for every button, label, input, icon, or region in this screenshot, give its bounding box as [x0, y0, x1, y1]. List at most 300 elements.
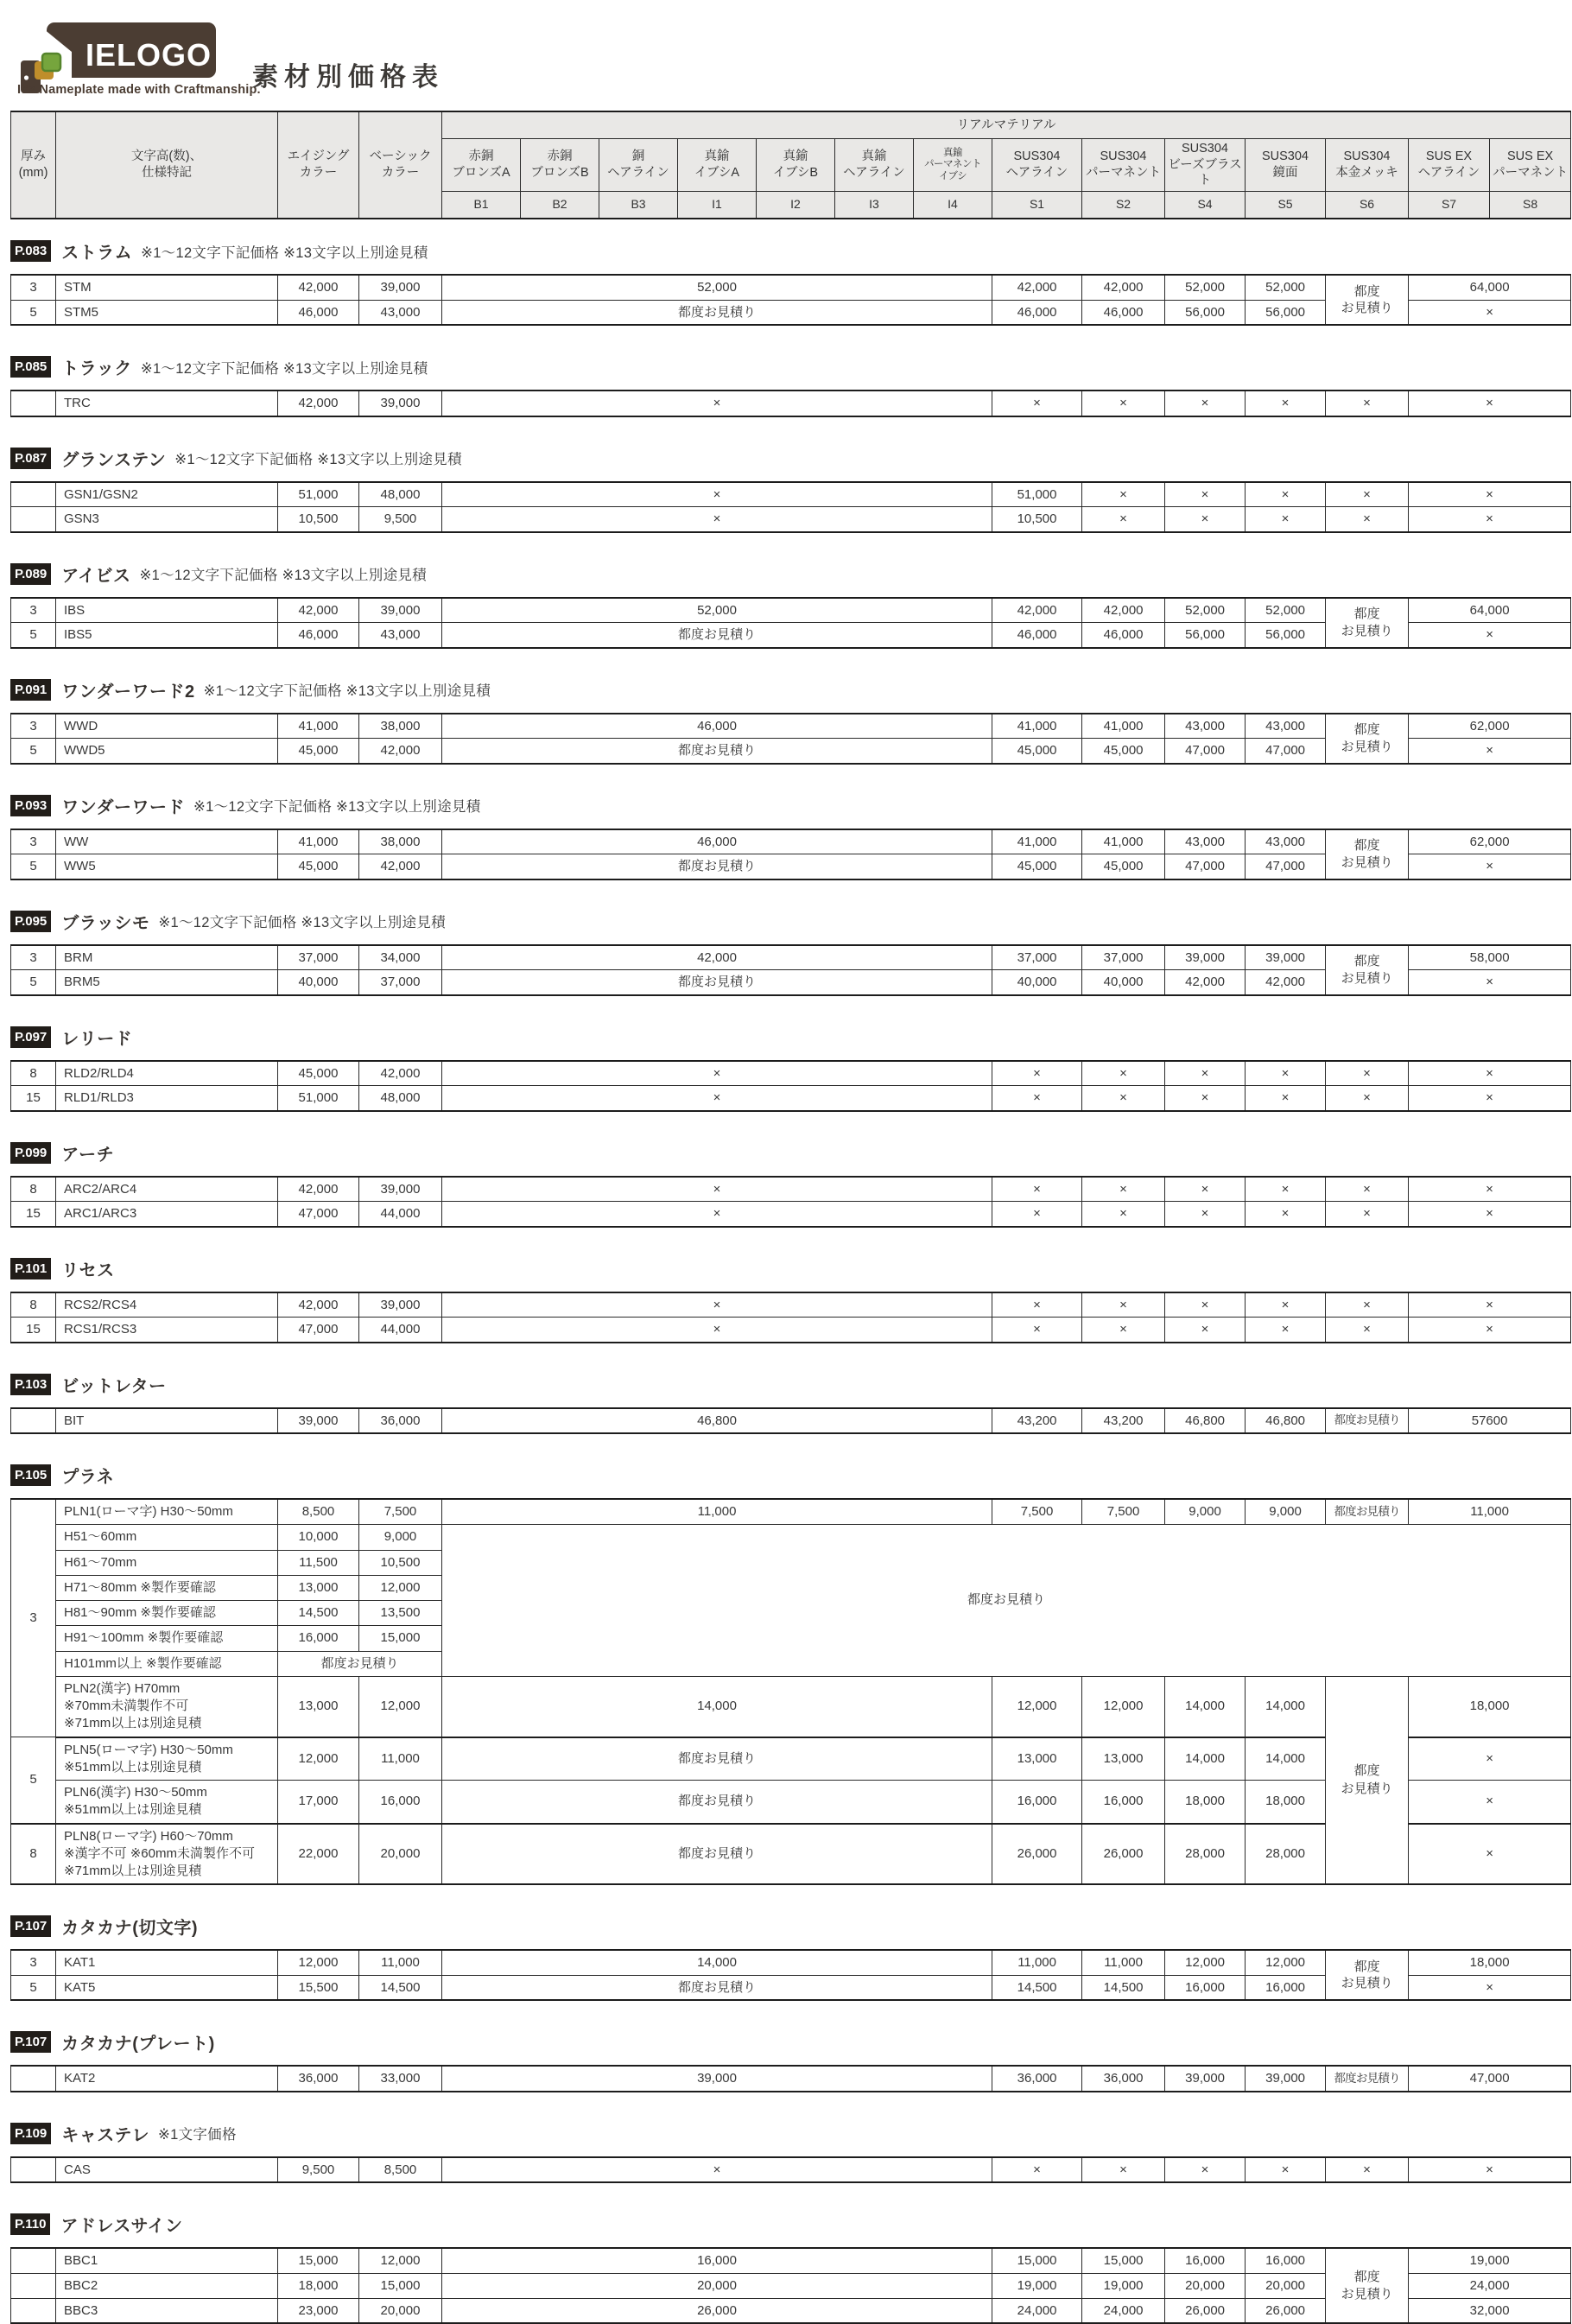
- price-cell: 12,000: [1082, 1676, 1165, 1737]
- price-cell: ×: [1409, 1292, 1571, 1318]
- price-cell: ×: [1246, 1292, 1326, 1318]
- price-cell: RCS2/RCS4: [56, 1292, 278, 1318]
- price-cell: ×: [1326, 1086, 1409, 1111]
- section-header: [10, 1463, 1562, 1488]
- price-cell: 15: [11, 1202, 56, 1227]
- material-code-I4: I4: [914, 192, 992, 219]
- price-cell: 26,000: [1082, 1824, 1165, 1885]
- price-cell: KAT5: [56, 1975, 278, 2000]
- price-cell: 11,000: [359, 1737, 442, 1781]
- price-section: [10, 354, 1562, 417]
- section-page-label: P.093: [10, 795, 51, 816]
- section-price-table: [10, 2156, 1571, 2184]
- price-cell: ×: [1165, 1177, 1246, 1202]
- price-section: [10, 1025, 1562, 1112]
- price-cell: PLN5(ローマ字) H30～50mm ※51mm以上は別途見積: [56, 1737, 278, 1781]
- page-header: [10, 0, 1562, 111]
- price-cell: 5: [11, 970, 56, 995]
- price-cell: ×: [1326, 1292, 1409, 1318]
- price-cell: 42,000: [359, 1061, 442, 1086]
- price-cell: 都度お見積り: [442, 970, 992, 995]
- section-price-table: [10, 597, 1571, 649]
- price-cell: 45,000: [1082, 854, 1165, 879]
- price-cell: 都度お見積り: [1326, 1408, 1409, 1434]
- price-cell: 64,000: [1409, 275, 1571, 300]
- section-page-label: P.110: [10, 2213, 50, 2235]
- section-title: ビットレター: [61, 1376, 167, 1396]
- price-cell: 9,500: [359, 507, 442, 532]
- section-title: アドレスサイン: [60, 2217, 183, 2237]
- col-header-aging: エイジング カラー: [278, 111, 359, 219]
- price-cell: 51,000: [278, 1086, 359, 1111]
- price-cell: WW: [56, 829, 278, 854]
- price-cell: ×: [1326, 1177, 1409, 1202]
- price-cell: 19,000: [1082, 2273, 1165, 2298]
- price-cell: ×: [992, 1086, 1082, 1111]
- section-title: ワンダーワード2: [61, 682, 195, 702]
- price-cell: 15,000: [359, 2273, 442, 2298]
- section-price-table: [10, 390, 1571, 417]
- price-cell: 11,000: [992, 1950, 1082, 1975]
- price-cell: 20,000: [442, 2273, 992, 2298]
- price-cell: 39,000: [359, 275, 442, 300]
- price-cell: KAT1: [56, 1950, 278, 1975]
- price-cell: ×: [1409, 1975, 1571, 2000]
- price-cell: 46,000: [442, 829, 992, 854]
- price-section: [10, 909, 1562, 996]
- price-cell: 47,000: [278, 1202, 359, 1227]
- price-cell: 24,000: [992, 2298, 1082, 2323]
- section-price-table: [10, 829, 1571, 880]
- price-cell: 51,000: [992, 482, 1082, 507]
- price-cell: 56,000: [1165, 623, 1246, 648]
- price-cell: 3: [11, 945, 56, 970]
- price-cell: 56,000: [1165, 300, 1246, 325]
- price-cell: 62,000: [1409, 829, 1571, 854]
- section-note: ※1～12文字下記価格 ※13文字以上別途見積: [139, 568, 427, 583]
- price-cell: 10,000: [278, 1525, 359, 1550]
- price-cell: 62,000: [1409, 714, 1571, 739]
- price-cell: 8: [11, 1292, 56, 1318]
- table-row: [11, 1408, 1571, 1434]
- price-cell: 41,000: [278, 714, 359, 739]
- price-cell: 42,000: [992, 598, 1082, 623]
- price-cell: 36,000: [359, 1408, 442, 1434]
- price-cell: ×: [1082, 1318, 1165, 1343]
- price-cell: 都度お見積り: [442, 1781, 992, 1824]
- section-price-table: [10, 481, 1571, 533]
- table-row: [11, 714, 1571, 739]
- price-cell: BBC3: [56, 2298, 278, 2323]
- section-price-table: [10, 1949, 1571, 2001]
- price-cell: ×: [1326, 1318, 1409, 1343]
- price-cell: ×: [442, 482, 992, 507]
- price-cell: 47,000: [1409, 2066, 1571, 2092]
- material-code-S2: S2: [1082, 192, 1165, 219]
- price-cell: 42,000: [1165, 970, 1246, 995]
- price-cell: 15: [11, 1318, 56, 1343]
- price-cell: 52,000: [1165, 598, 1246, 623]
- price-cell: 46,800: [442, 1408, 992, 1434]
- price-cell: 都度お見積り: [1326, 1499, 1409, 1525]
- section-title: レリード: [61, 1029, 133, 1049]
- price-cell: H51～60mm: [56, 1525, 278, 1550]
- price-cell: RCS1/RCS3: [56, 1318, 278, 1343]
- price-section: [10, 1140, 1562, 1228]
- price-cell: [11, 2248, 56, 2273]
- price-section: [10, 2121, 1562, 2184]
- price-cell: [11, 2273, 56, 2298]
- price-cell: ×: [1409, 623, 1571, 648]
- section-title: アーチ: [61, 1145, 115, 1165]
- material-code-I1: I1: [678, 192, 757, 219]
- section-page-label: P.083: [10, 240, 51, 262]
- price-cell: 43,000: [1246, 829, 1326, 854]
- table-row: [11, 275, 1571, 300]
- price-cell: 39,000: [359, 598, 442, 623]
- price-cell: PLN1(ローマ字) H30～50mm: [56, 1499, 278, 1525]
- price-cell: ×: [1409, 1737, 1571, 1781]
- price-cell: 43,000: [1165, 829, 1246, 854]
- price-cell: 26,000: [1246, 2298, 1326, 2323]
- table-row: [11, 2157, 1571, 2183]
- price-cell: 40,000: [1082, 970, 1165, 995]
- price-cell: 28,000: [1165, 1824, 1246, 1885]
- price-cell: 12,000: [359, 1676, 442, 1737]
- price-cell: ×: [1246, 482, 1326, 507]
- price-cell: 46,000: [278, 623, 359, 648]
- table-row: [11, 829, 1571, 854]
- price-cell: 47,000: [278, 1318, 359, 1343]
- price-cell: 20,000: [359, 2298, 442, 2323]
- price-cell: ×: [1326, 1202, 1409, 1227]
- price-cell: ×: [1409, 1824, 1571, 1885]
- price-cell: ×: [1082, 2157, 1165, 2183]
- price-cell: 45,000: [1082, 739, 1165, 764]
- price-cell: 8: [11, 1061, 56, 1086]
- price-cell: 都度お見積り: [442, 1824, 992, 1885]
- page-title: 素材別価格表: [252, 63, 444, 92]
- table-row: [11, 945, 1571, 970]
- price-cell: 都度お見積り: [442, 623, 992, 648]
- material-code-I3: I3: [835, 192, 914, 219]
- material-header-S6: SUS304 本金メッキ: [1326, 139, 1409, 192]
- price-cell: 5: [11, 1737, 56, 1824]
- section-page-label: P.097: [10, 1026, 51, 1048]
- price-cell: 46,000: [1082, 300, 1165, 325]
- price-cell: ×: [1246, 1318, 1326, 1343]
- price-cell: 3: [11, 1499, 56, 1737]
- section-title: リセス: [61, 1260, 115, 1280]
- price-cell: 41,000: [1082, 714, 1165, 739]
- price-cell: 44,000: [359, 1202, 442, 1227]
- price-cell: 17,000: [278, 1781, 359, 1824]
- price-cell: 5: [11, 739, 56, 764]
- price-cell: 42,000: [992, 275, 1082, 300]
- section-title: プラネ: [61, 1468, 115, 1487]
- price-cell: 18,000: [1165, 1781, 1246, 1824]
- price-cell: H81～90mm ※製作要確認: [56, 1601, 278, 1626]
- price-cell: 14,000: [442, 1950, 992, 1975]
- price-cell: 34,000: [359, 945, 442, 970]
- price-cell: 24,000: [1409, 2273, 1571, 2298]
- price-cell: 32,000: [1409, 2298, 1571, 2323]
- price-cell: 39,000: [1246, 2066, 1326, 2092]
- price-cell: 52,000: [1246, 275, 1326, 300]
- price-cell: ×: [1409, 507, 1571, 532]
- price-section: [10, 1256, 1562, 1343]
- price-cell: 39,000: [1165, 2066, 1246, 2092]
- price-cell: 13,000: [992, 1737, 1082, 1781]
- price-cell: WWD5: [56, 739, 278, 764]
- price-cell: 37,000: [359, 970, 442, 995]
- price-cell: 12,000: [1165, 1950, 1246, 1975]
- price-cell: 41,000: [1082, 829, 1165, 854]
- col-header-thickness: 厚み (mm): [11, 111, 56, 219]
- price-section: [10, 793, 1562, 880]
- price-cell: 48,000: [359, 482, 442, 507]
- price-cell: 都度 お見積り: [1326, 2248, 1409, 2323]
- price-cell: TRC: [56, 391, 278, 416]
- material-header-B1: 赤銅 ブロンズA: [442, 139, 521, 192]
- section-header: [10, 1140, 1562, 1165]
- section-title: グランステン: [61, 450, 167, 470]
- section-page-label: P.103: [10, 1374, 51, 1395]
- price-cell: ×: [1246, 2157, 1326, 2183]
- price-cell: 7,500: [359, 1499, 442, 1525]
- price-cell: 10,500: [278, 507, 359, 532]
- price-cell: ×: [1165, 2157, 1246, 2183]
- price-cell: 16,000: [1246, 2248, 1326, 2273]
- price-cell: 3: [11, 275, 56, 300]
- price-cell: 11,000: [1409, 1499, 1571, 1525]
- price-cell: 10,500: [992, 507, 1082, 532]
- price-cell: ×: [1165, 1318, 1246, 1343]
- table-row: [11, 2066, 1571, 2092]
- price-cell: H101mm以上 ※製作要確認: [56, 1651, 278, 1676]
- section-header: [10, 354, 1562, 379]
- price-cell: 5: [11, 854, 56, 879]
- price-cell: 12,000: [359, 1575, 442, 1600]
- price-cell: 都度お見積り: [1326, 2066, 1409, 2092]
- price-cell: 18,000: [278, 2273, 359, 2298]
- price-cell: 13,000: [278, 1575, 359, 1600]
- price-cell: ×: [1409, 391, 1571, 416]
- section-page-label: P.095: [10, 911, 51, 932]
- price-cell: 15: [11, 1086, 56, 1111]
- price-cell: ×: [1409, 482, 1571, 507]
- material-header-S1: SUS304 ヘアライン: [992, 139, 1082, 192]
- section-price-table: [10, 2247, 1571, 2324]
- price-cell: 8: [11, 1177, 56, 1202]
- price-cell: 46,800: [1165, 1408, 1246, 1434]
- section-header: [10, 1256, 1562, 1281]
- price-cell: ×: [1082, 1061, 1165, 1086]
- price-cell: 9,000: [1165, 1499, 1246, 1525]
- section-note: ※1～12文字下記価格 ※13文字以上別途見積: [174, 452, 462, 467]
- price-cell: 37,000: [278, 945, 359, 970]
- price-cell: 16,000: [1246, 1975, 1326, 2000]
- price-cell: 16,000: [359, 1781, 442, 1824]
- price-cell: BRM: [56, 945, 278, 970]
- material-header-I4: 真鍮 パーマネント イブシ: [914, 139, 992, 192]
- price-cell: 37,000: [992, 945, 1082, 970]
- price-cell: 43,000: [1165, 714, 1246, 739]
- price-cell: 15,000: [278, 2248, 359, 2273]
- price-cell: 39,000: [359, 391, 442, 416]
- price-cell: 46,000: [278, 300, 359, 325]
- price-cell: 3: [11, 1950, 56, 1975]
- section-note: ※1～12文字下記価格 ※13文字以上別途見積: [141, 244, 428, 261]
- price-cell: 28,000: [1246, 1824, 1326, 1885]
- table-row: [11, 391, 1571, 416]
- price-cell: 都度 お見積り: [1326, 714, 1409, 764]
- price-cell: 19,000: [1409, 2248, 1571, 2273]
- price-cell: 39,000: [1165, 945, 1246, 970]
- price-cell: ×: [1409, 739, 1571, 764]
- section-title: カタカナ(切文字): [61, 1919, 199, 1939]
- col-header-real-material: リアルマテリアル: [442, 111, 1571, 139]
- price-cell: 41,000: [992, 829, 1082, 854]
- price-cell: 43,200: [1082, 1408, 1165, 1434]
- material-header-B2: 赤銅 ブロンズB: [521, 139, 599, 192]
- price-cell: 43,000: [1246, 714, 1326, 739]
- price-cell: ×: [1409, 300, 1571, 325]
- price-cell: 47,000: [1246, 854, 1326, 879]
- price-cell: ×: [442, 1177, 992, 1202]
- price-cell: ×: [1165, 1086, 1246, 1111]
- price-cell: [11, 507, 56, 532]
- brand-name: IELOGO: [86, 37, 212, 73]
- price-cell: 都度お見積り: [442, 854, 992, 879]
- price-sections: [10, 238, 1562, 2324]
- price-cell: 24,000: [1082, 2298, 1165, 2323]
- price-cell: ×: [992, 1202, 1082, 1227]
- price-cell: 52,000: [1165, 275, 1246, 300]
- price-cell: 都度お見積り: [442, 739, 992, 764]
- column-header-table: [10, 111, 1569, 219]
- price-cell: ×: [1326, 2157, 1409, 2183]
- section-page-label: P.091: [10, 679, 51, 701]
- price-cell: ×: [1246, 391, 1326, 416]
- section-price-table: [10, 1060, 1571, 1112]
- price-cell: ×: [1082, 482, 1165, 507]
- price-cell: 41,000: [992, 714, 1082, 739]
- price-cell: ×: [1326, 507, 1409, 532]
- section-price-table: [10, 944, 1571, 996]
- price-cell: 42,000: [278, 391, 359, 416]
- price-cell: 38,000: [359, 829, 442, 854]
- price-section: [10, 446, 1562, 533]
- price-cell: 14,500: [992, 1975, 1082, 2000]
- section-header: [10, 1914, 1562, 1939]
- price-cell: BBC1: [56, 2248, 278, 2273]
- section-price-table: [10, 274, 1571, 326]
- price-cell: 都度 お見積り: [1326, 598, 1409, 648]
- price-cell: PLN6(漢字) H30～50mm ※51mm以上は別途見積: [56, 1781, 278, 1824]
- section-header: [10, 2121, 1562, 2146]
- price-cell: ×: [1409, 1086, 1571, 1111]
- price-cell: ×: [1165, 1061, 1246, 1086]
- price-cell: 11,000: [442, 1499, 992, 1525]
- price-cell: ×: [992, 391, 1082, 416]
- price-cell: 20,000: [359, 1824, 442, 1885]
- price-cell: 47,000: [1165, 739, 1246, 764]
- price-cell: 38,000: [359, 714, 442, 739]
- price-cell: 14,500: [359, 1975, 442, 2000]
- price-cell: 47,000: [1165, 854, 1246, 879]
- price-cell: 19,000: [992, 2273, 1082, 2298]
- price-cell: ×: [1246, 1177, 1326, 1202]
- price-cell: 22,000: [278, 1824, 359, 1885]
- price-cell: 45,000: [278, 854, 359, 879]
- price-cell: 18,000: [1246, 1781, 1326, 1824]
- price-cell: 13,000: [278, 1676, 359, 1737]
- price-cell: 64,000: [1409, 598, 1571, 623]
- table-row: [11, 1318, 1571, 1343]
- material-header-S7: SUS EX ヘアライン: [1409, 139, 1490, 192]
- price-cell: 52,000: [442, 598, 992, 623]
- price-cell: 8,500: [278, 1499, 359, 1525]
- price-cell: 13,000: [1082, 1737, 1165, 1781]
- price-cell: ×: [1082, 391, 1165, 416]
- table-row: [11, 2248, 1571, 2273]
- price-cell: ×: [442, 1292, 992, 1318]
- price-cell: 都度お見積り: [442, 1975, 992, 2000]
- price-cell: 36,000: [1082, 2066, 1165, 2092]
- price-cell: ×: [1326, 1061, 1409, 1086]
- price-cell: 40,000: [992, 970, 1082, 995]
- section-title: ワンダーワード: [61, 797, 185, 817]
- price-cell: ×: [442, 1202, 992, 1227]
- price-cell: H71～80mm ※製作要確認: [56, 1575, 278, 1600]
- section-note: ※1～12文字下記価格 ※13文字以上別途見積: [158, 915, 446, 930]
- table-row: [11, 482, 1571, 507]
- price-cell: 20,000: [1246, 2273, 1326, 2298]
- price-cell: ×: [1246, 1086, 1326, 1111]
- material-code-S7: S7: [1409, 192, 1490, 219]
- price-cell: ARC1/ARC3: [56, 1202, 278, 1227]
- price-cell: 都度お見積り: [442, 1737, 992, 1781]
- price-cell: ×: [1409, 1061, 1571, 1086]
- price-cell: 5: [11, 1975, 56, 2000]
- price-cell: 43,000: [359, 623, 442, 648]
- price-cell: IBS5: [56, 623, 278, 648]
- price-cell: [11, 2066, 56, 2092]
- price-cell: 42,000: [278, 598, 359, 623]
- price-cell: 15,000: [359, 1626, 442, 1651]
- price-cell: 16,000: [278, 1626, 359, 1651]
- section-note: ※1文字価格: [157, 2127, 237, 2143]
- price-cell: WWD: [56, 714, 278, 739]
- price-cell: ×: [1409, 854, 1571, 879]
- price-cell: 16,000: [1082, 1781, 1165, 1824]
- price-cell: 42,000: [442, 945, 992, 970]
- section-page-label: P.105: [10, 1464, 51, 1486]
- brand-tagline: It's Nameplate made with Craftmanship.: [17, 83, 261, 97]
- price-cell: ×: [1082, 1086, 1165, 1111]
- price-cell: 9,000: [1246, 1499, 1326, 1525]
- price-cell: 45,000: [278, 1061, 359, 1086]
- price-cell: ×: [442, 1061, 992, 1086]
- section-header: [10, 909, 1562, 934]
- price-cell: 48,000: [359, 1086, 442, 1111]
- price-cell: 3: [11, 714, 56, 739]
- price-cell: 46,000: [442, 714, 992, 739]
- price-cell: ×: [442, 1086, 992, 1111]
- material-header-S8: SUS EX パーマネント: [1490, 139, 1571, 192]
- price-cell: 7,500: [1082, 1499, 1165, 1525]
